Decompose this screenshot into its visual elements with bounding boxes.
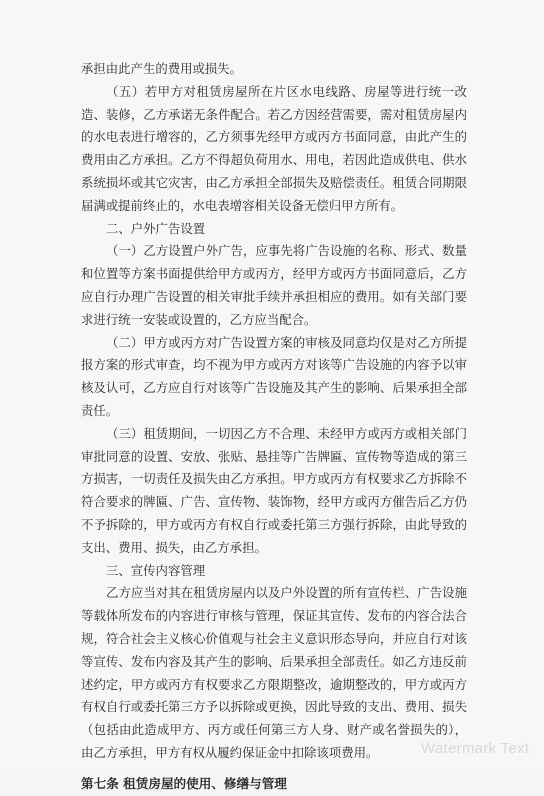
- paragraph-ads-clause-2: （二）甲方或丙方对广告设置方案的审核及同意均仅是对乙方所提报方案的形式审查，均不视为甲方或丙方对该等广告设施的内容予以审核及认可，乙方应自行对该等广告设施及其产生的影响、后果承担全部责任。: [81, 334, 467, 418]
- watermark-text: Watermark Text: [421, 740, 530, 757]
- paragraph-ads-clause-1: （一）乙方设置户外广告，应事先将广告设施的名称、形式、数量和位置等方案书面提供给甲方或丙方，经甲方或丙方书面同意后，乙方应自行办理广告设置的相关审批手续并承担相应的费用。如有关部门要求进行统一安装或设置的，乙方应当配合。: [81, 243, 467, 327]
- paragraph-clause-5: （五）若甲方对租赁房屋所在片区水电线路、房屋等进行统一改造、装修，乙方承诺无条件配合。若乙方因经营需要，需对租赁房屋内的水电表进行增容的，乙方须事先经甲方或丙方书面同意，由此产生的费用由乙方承担。乙方不得超负荷用水、用电，若因此造成供电、供水系统损坏或其它灾害，由乙方承担全部损失及赔偿责任。租赁合同期限届满或提前终止的，水电表增容相关设备无偿归甲方所有。: [81, 83, 467, 213]
- section-heading-outdoor-ads: 二、户外广告设置: [106, 220, 206, 236]
- paragraph-promo-content: 乙方应当对其在租赁房屋内以及户外设置的所有宣传栏、广告设施等载体所发布的内容进行审核与管理，保证其宣传、发布的内容合法合规，符合社会主义核心价值观与社会主义意识形态导向，并应自行对该等宣传、发布内容及其产生的影响、后果承担全部责任。如乙方违反前述约定，甲方或丙方有权要求乙方限期整改，逾期整改的，甲方或丙方有权自行或委托第三方予以拆除或更换，因此导致的支出、费用、损失（包括由此造成甲方、丙方或任何第三方人身、财产或名誉损失的），由乙方承担，甲方有权从履约保证金中扣除该项费用。: [81, 585, 467, 760]
- article-heading: 第七条 租赁房屋的使用、修缮与管理: [81, 775, 287, 791]
- document-body: [81, 58, 467, 796]
- section-heading-promo-content: 三、宣传内容管理: [106, 562, 206, 578]
- paragraph-continuation: 承担由此产生的费用或损失。: [81, 61, 243, 76]
- paragraph-ads-clause-3: （三）租赁期间，一切因乙方不合理、未经甲方或丙方或相关部门审批同意的设置、安放、张贴、悬挂等广告牌匾、宣传物等造成的第三方损害，一切责任及损失由乙方承担。甲方或丙方有权要求乙方拆除不符合要求的牌匾、广告、宣传物、装饰物，经甲方或丙方催告后乙方仍不予拆除的，甲方或丙方有权自行或委托第三方强行拆除，由此导致的支出、费用、损失，由乙方承担。: [81, 425, 467, 555]
